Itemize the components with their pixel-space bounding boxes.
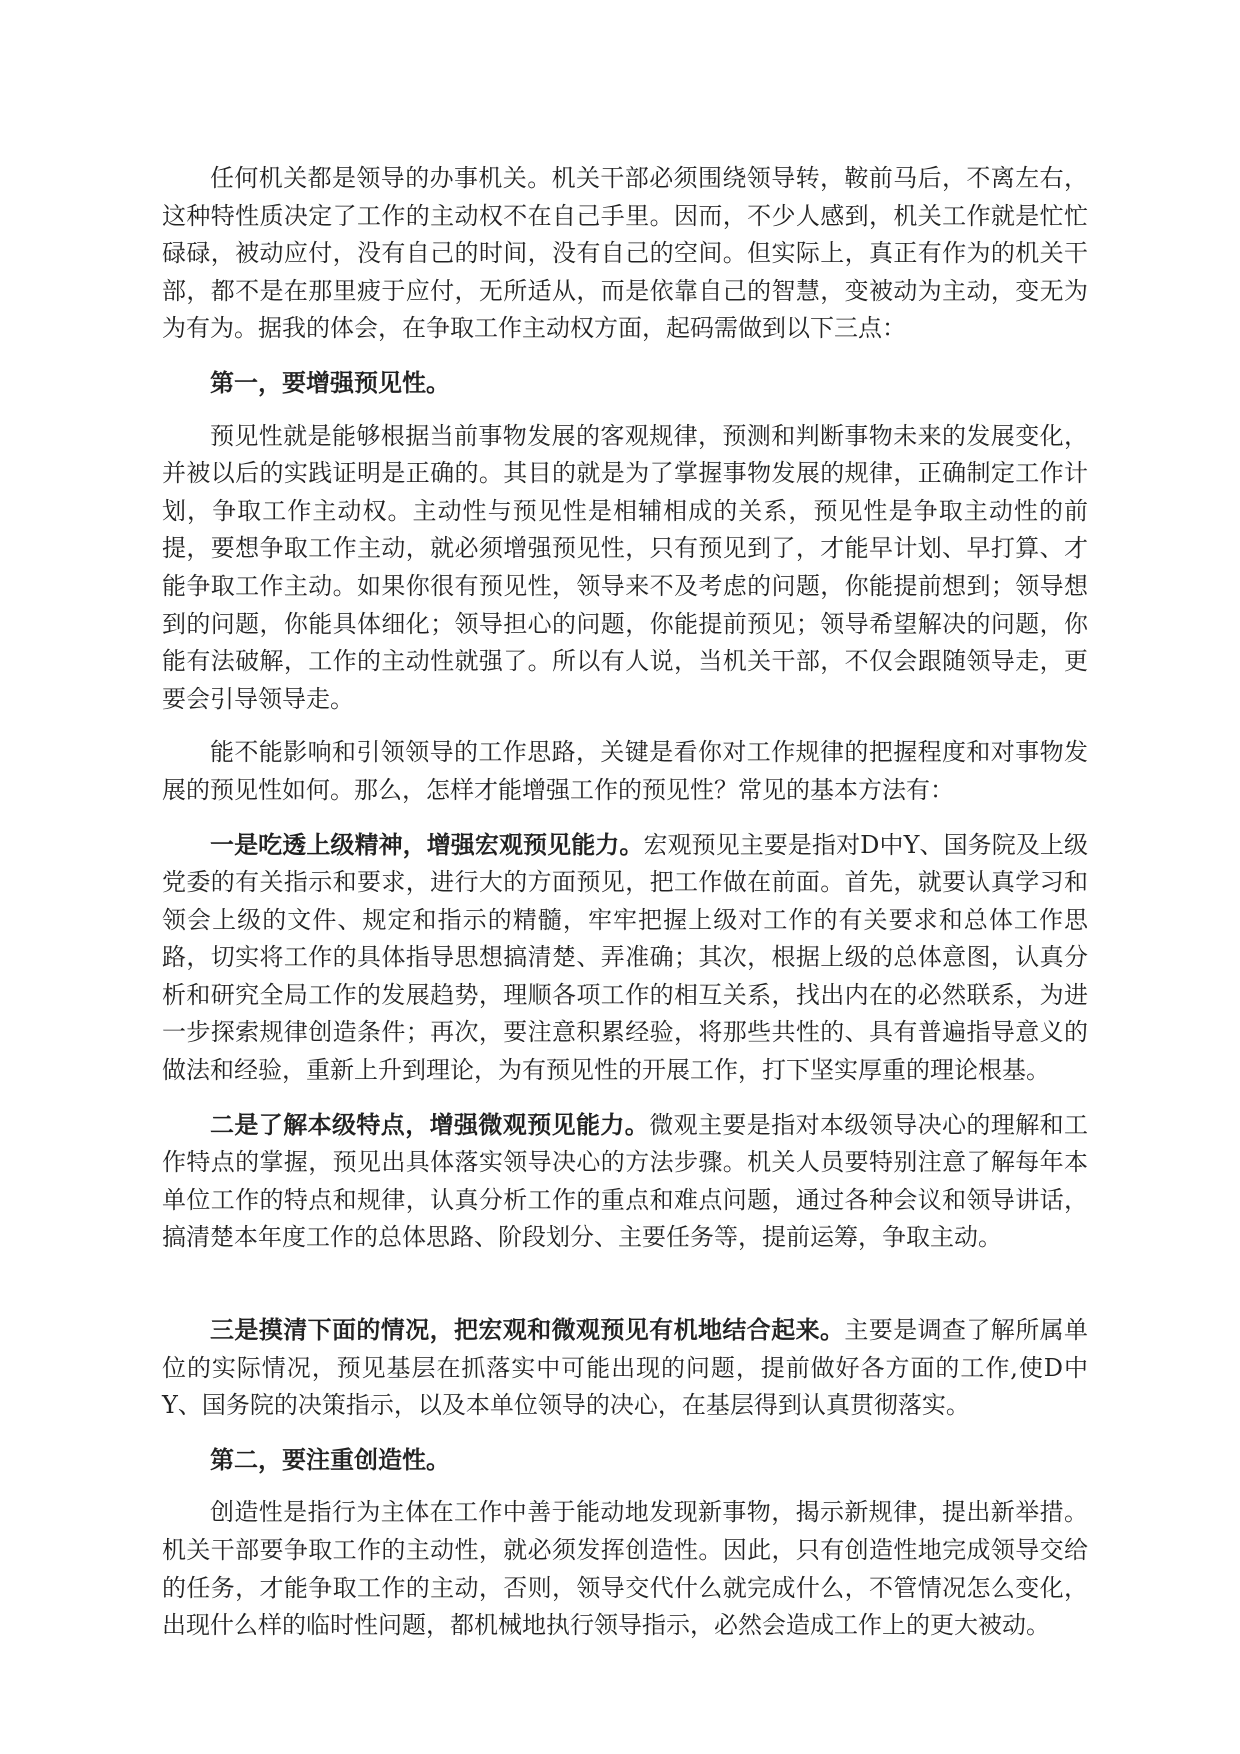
method-three-paragraph — [162, 1311, 1088, 1425]
method-two-lead: 二是了解本级特点，增强微观预见能力。 — [210, 1109, 650, 1139]
method-three-lead: 三是摸清下面的情况，把宏观和微观预见有机地结合起来。 — [210, 1315, 845, 1345]
method-one-lead: 一是吃透上级精神，增强宏观预见能力。 — [210, 829, 644, 859]
method-one-paragraph — [162, 826, 1088, 1090]
intro-paragraph: 任何机关都是领导的办事机关。机关干部必须围绕领导转，鞍前马后，不离左右，这种特性质决定了工作的主动权不在自己手里。因而，不少人感到，机关工作就是忙忙碌碌，被动应付，没有自己的时间，没有自己的空间。但实际上，真正有作为的机关干部，都不是在那里疲于应付，无所适从，而是依靠自己的智慧，变被动为主动，变无为为有为。据我的体会，在争取工作主动权方面，起码需做到以下三点： — [162, 164, 1088, 343]
document-page — [162, 160, 1088, 1661]
foresight-definition-paragraph: 预见性就是能够根据当前事物发展的客观规律，预测和判断事物未来的发展变化，并被以后的实践证明是正确的。其目的就是为了掌握事物发展的规律，正确制定工作计划，争取工作主动权。主动性与预见性是相辅相成的关系，预见性是争取主动性的前提，要想争取工作主动，就必须增强预见性，只有预见到了，才能早计划、早打算、才能争取工作主动。如果你很有预见性，领导来不及考虑的问题，你能提前想到；领导想到的问题，你能具体细化；领导担心的问题，你能提前预见；领导希望解决的问题，你能有法破解，工作的主动性就强了。所以有人说，当机关干部，不仅会跟随领导走，更要会引导领导走。 — [162, 421, 1088, 713]
method-three-body: 主要是调查了解所属单位的实际情况，预见基层在抓落实中可能出现的问题，提前做好各方面的工作,使D中Y、国务院的决策指示，以及本单位领导的决心，在基层得到认真贯彻落实。 — [162, 1316, 1089, 1420]
creativity-definition-paragraph: 创造性是指行为主体在工作中善于能动地发现新事物，揭示新规律，提出新举措。机关干部要争取工作的主动性，就必须发挥创造性。因此，只有创造性地完成领导交给的任务，才能争取工作的主动，否则，领导交代什么就完成什么，不管情况怎么变化，出现什么样的临时性问题，都机械地执行领导指示，必然会造成工作上的更大被动。 — [162, 1498, 1088, 1640]
foresight-methods-intro-paragraph: 能不能影响和引领领导的工作思路，关键是看你对工作规律的把握程度和对事物发展的预见性如何。那么，怎样才能增强工作的预见性？常见的基本方法有： — [162, 738, 1088, 804]
method-two-body: 微观主要是指对本级领导决心的理解和工作特点的掌握，预见出具体落实领导决心的方法步骤。机关人员要特别注意了解每年本单位工作的特点和规律，认真分析工作的重点和难点问题，通过各种会议和领导讲话，搞清楚本年度工作的总体思路、阶段划分、主要任务等，提前运筹，争取主动。 — [162, 1110, 1089, 1252]
method-two-paragraph — [162, 1106, 1088, 1257]
method-one-body: 宏观预见主要是指对D中Y、国务院及上级党委的有关指示和要求，进行大的方面预见，把工作做在前面。首先，就要认真学习和领会上级的文件、规定和指示的精髓，牢牢把握上级对工作的有关要求和总体工作思路，切实将工作的具体指导思想搞清楚、弄准确；其次，根据上级的总体意图，认真分析和研究全局工作的发展趋势，理顺各项工作的相互关系，找出内在的必然联系，为进一步探索规律创造条件；再次，要注意积累经验，将那些共性的、具有普遍指导意义的做法和经验，重新上升到理论，为有预见性的开展工作，打下坚实厚重的理论根基。 — [162, 830, 1088, 1085]
section-heading-foresight: 第一，要增强预见性。 — [210, 367, 450, 397]
section-heading-creativity: 第二，要注重创造性。 — [210, 1444, 450, 1474]
